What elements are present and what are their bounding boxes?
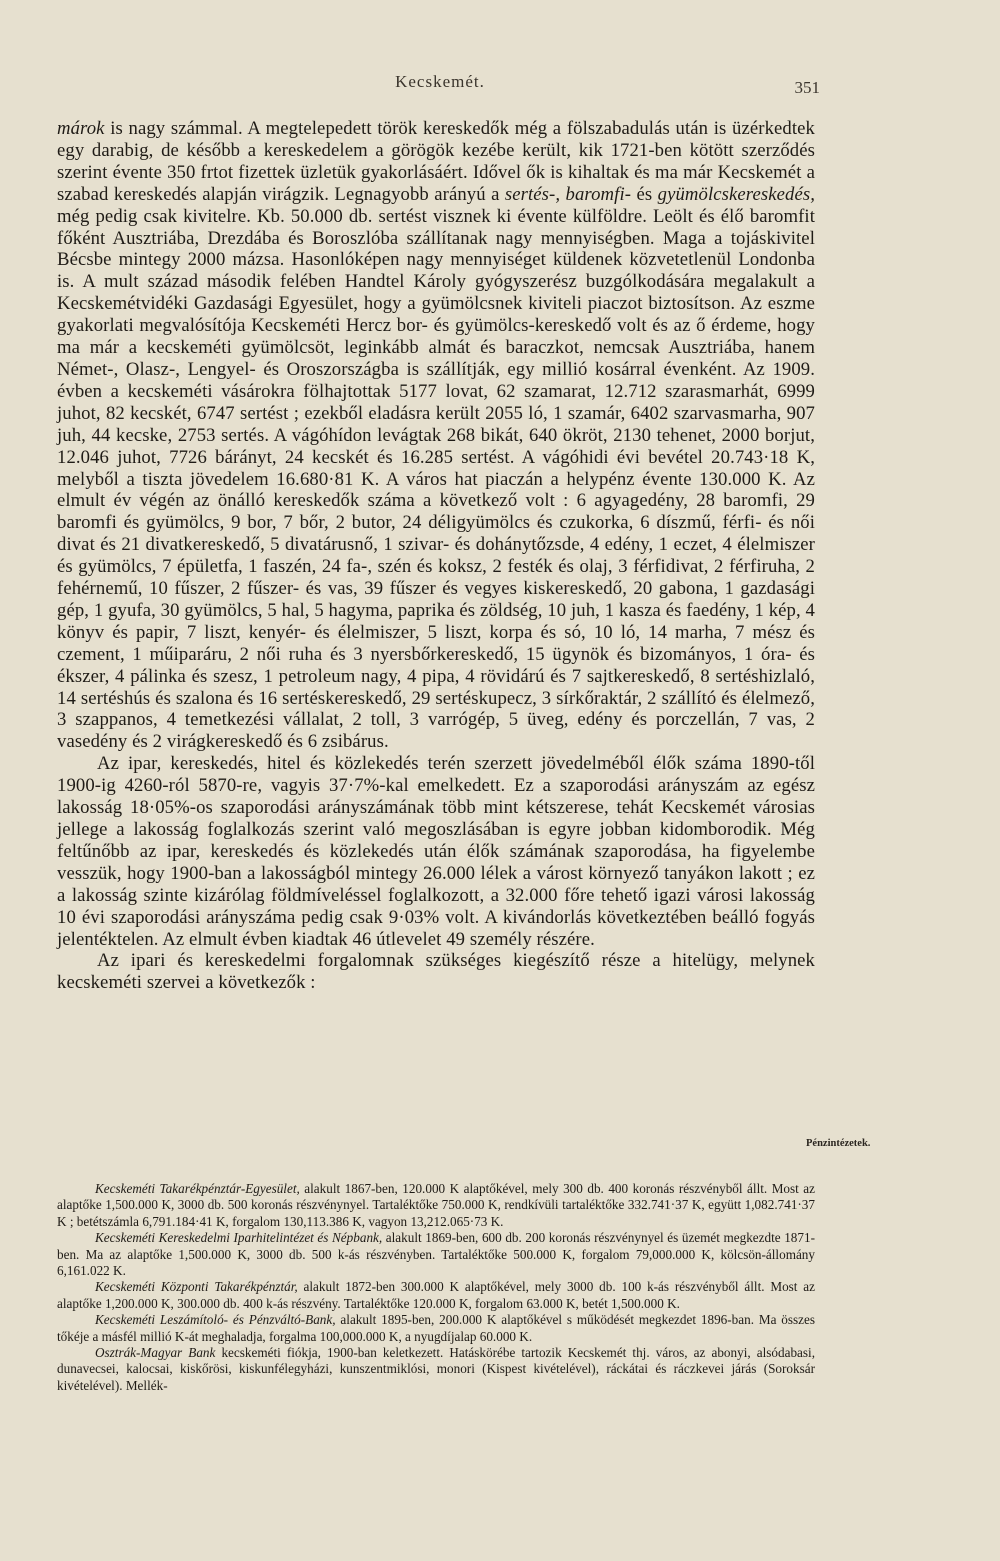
bank-entry-1: [57, 1181, 815, 1230]
bank-details: alakult 1872-ben 300.000 K alaptőkével, mely 3000 db. 100 k-ás részvényből állt. Most az alaptőke 1,200.000 K, 300.000 db. 400 k-ás részvény. Tartaléktőke 120.000 K, forgalom 63.000 K, betét 1,500.000 K.: [57, 1279, 816, 1311]
paragraph-3: Az ipari és kereskedelmi forgalomnak szükséges kiegészítő része a hitelügy, melynek kecskeméti szervei a következők :: [57, 950, 815, 994]
bank-entry-2: [57, 1230, 815, 1279]
bank-details: alakult 1869-ben, 600 db. 200 koronás részvénynyel és üzemét megkezdte 1871-ben. Ma az alaptőke 1,500.000 K, 3000 db. 500 k-ás részvényben. Tartaléktőke 500.000 K, forgalom 79,000.000 K, kölcsön-állomány 6,161.022 K.: [57, 1230, 815, 1279]
bank-name: Kecskeméti Kereskedelmi Iparhitelintézet és Népbank,: [95, 1230, 383, 1246]
running-title: Kecskemét.: [395, 72, 485, 91]
bank-list: [57, 1181, 815, 1394]
paragraph-1-italic-b: sertés-, baromfi-: [504, 183, 632, 205]
bank-name: Kecskeméti Takarékpénztár-Egyesület,: [95, 1181, 300, 1196]
bank-details: alakult 1867-ben, 120.000 K alaptőkével, mely 300 db. 400 koronás részvényből állt. Most az alaptőke 1,500.000 K, 3000 db. 500 koronás részvénynyel. Tartaléktőke 750.000 K, rendkívüli tartaléktőke 332.741·37 K, együtt 1,082.741·37 K ; betétszámla 6,791.184·41 K, forgalom 130,113.386 K, vagyon 13,212.065·73 K.: [57, 1181, 816, 1229]
paragraph-1-lead: márok: [57, 118, 105, 139]
bank-details: kecskeméti fiókja, 1900-ban keletkezett. Hatáskörébe tartozik Kecskemét thj. város, az abonyi, alsódabasi, dunavecsei, kalocsai, kiskőrösi, kiskunfélegyházi, kunszentmiklósi, monori (Kispest kivételével), ráckátai és ráczkevei járás (Soroksár kivételével). Mellék-: [57, 1345, 815, 1393]
paragraph-2: Az ipar, kereskedés, hitel és közlekedés terén szerzett jövedelméből élők száma 1890-től 1900-ig 4260-ról 5870-re, vagyis 37·7%-kal emelkedett. Ez a szaporodási arányszám az egész lakosság 18·05%-os szaporodási arányszámának több mint kétszerese, tehát Kecskemét városias jellege a lakosság foglalkozás szerint való megoszlásában is egyre jobban kidomborodik. Még feltűnőbb az ipar, kereskedés és közlekedés után élők számának szaporodása, ha figyelembe vesszük, hogy 1900-ban a lakosságból mintegy 26.000 lélek a várost környező tanyákon lakott ; ez a lakosság szinte kizárólag földmíveléssel foglalkozott, a 32.000 főre tehető igazi városi lakosság 10 évi szaporodási arányszáma pedig csak 9·03% volt. A kivándorlás következtében beálló fogyás jelentéktelen. Az elmult évben kiadtak 46 útlevelet 49 személy részére.: [57, 753, 815, 950]
main-text: [57, 118, 815, 994]
bank-entry-4: [57, 1312, 815, 1345]
bank-entry-5: [57, 1345, 815, 1394]
bank-name: Kecskeméti Leszámítoló- és Pénzváltó-Bank,: [95, 1312, 336, 1328]
paragraph-1-text-e: még pedig csak kivitelre. Kb. 50.000 db. sertést visznek ki évente külföldre. Leölt és élő baromfit főként Ausztriába, Drezdába és Boroszlóba szállítanak nagy mennyiségben. Maga a tojáskivitel Bécsbe mintegy 2000 mázsa. Hasonlóképen nagy mennyiséget küldenek közvetetlenül Londonba is. A mult század második felében Handtel Károly gyógyszerész buzgólkodására megalakult a Kecskemétvidéki Gazdasági Egyesület, hogy a gyümölcsnek kiviteli piaczot biztosítson. Az eszme gyakorlati megvalósítója Kecskeméti Hercz bor- és gyümölcs-kereskedő volt és az ő érdeme, hogy ma már a kecskeméti gyümölcsöt, leginkább almát és baraczkot, nemcsak Ausztriába, hanem Német-, Olasz-, Lengyel- és Oroszországba is szállítják, egy millió kosárral évenként. Az 1909. évben a kecskeméti vásárokra fölhajtottak 5177 lovat, 62 szamarat, 12.712 szarasmarhát, 6999 juhot, 82 kecskét, 6747 sertést ; ezekből eladásra került 2055 ló, 1 szamár, 6402 szarvasmarha, 907 juh, 44 kecske, 2753 sertés. A vágóhídon levágtak 268 bikát, 640 ökröt, 2130 tehenet, 2000 borjut, 12.046 juhot, 7726 bárányt, 24 kecskét és 16.285 sertést. A vágóhidi évi bevétel 20.743·18 K, melyből a tiszta jövedelem 16.680·81 K. A város hat piaczán a helypénz évente 130.000 K. Az elmult év végén az önálló kereskedők száma a következő volt : 6 agyagedény, 28 baromfi, 29 baromfi és gyümölcs, 9 bor, 7 bőr, 2 butor, 24 déligyümölcs és czukorka, 6 díszmű, férfi- és női divat és 21 divatkereskedő, 5 divatárusnő, 1 szivar- és dohánytőzsde, 4 edény, 1 eczet, 4 élelmiszer és gyümölcs, 7 épületfa, 1 faszén, 24 fa-, szén és koksz, 2 festék és olaj, 3 férfidivat, 2 férfiruha, 2 fehérnemű, 10 fűszer, 2 fűszer- és vas, 39 fűszer és vegyes kiskereskedő, 20 gabona, 1 gazdasági gép, 1 gyufa, 30 gyümölcs, 5 hal, 5 hagyma, paprika és zöldség, 10 juh, 1 kasza és faedény, 1 kép, 4 könyv és papir, 7 liszt, kenyér- és élelmiszer, 5 liszt, korpa és só, 10 ló, 14 marha, 7 mész és czement, 1 műiparáru, 2 női ruha és 3 nyersbőrkereskedő, 15 ügynök és bizományos, 1 óra- és ékszer, 4 pálinka és szesz, 1 petroleum nagy, 4 pipa, 4 rövidárú és 7 sajtkereskedő, 8 sertéshizlaló, 14 sertéshús és szalona és 16 sertéskereskedő, 29 sertéskupecz, 3 sírkőraktár, 2 szállító és élelmező, 3 szappanos, 4 temetkezési vállalat, 2 toll, 3 varrógép, 5 üveg, edény és porczellán, 7 vas, 2 vasedény és 2 virágkereskedő és 6 zsibárus.: [57, 205, 815, 753]
page-number: 351: [794, 78, 820, 97]
bank-details: alakult 1895-ben, 200.000 K alaptőkével s működését megkezdet 1896-ban. Ma összes tőkéje a másfél millió K-át meghaladja, forgalma 100,000.000 K, a nyugdíjalap 60.000 K.: [57, 1312, 815, 1344]
bank-name: Osztrák-Magyar Bank: [95, 1345, 216, 1361]
bank-name: Kecskeméti Központi Takarékpénztár,: [95, 1279, 298, 1295]
paragraph-1-text-a: is nagy számmal. A megtelepedett török kereskedők még a fölszabadulás után is üzérkedtek egy darabig, de később a kereskedelem a görögök kezébe került, kik 1721-ben kötött szerződés szerint évente 350 frtot fizettek üzletük gyakorlásáért. Idővel ők is kihaltak és ma már Kecskemét a szabad kereskedés alapján virágzik. Legnagyobb arányú a: [57, 118, 815, 205]
margin-note: Pénzintézetek.: [806, 1138, 871, 1149]
paragraph-1: [57, 118, 815, 753]
paragraph-1-italic-d: gyümölcskereskedés,: [657, 183, 816, 205]
bank-entry-3: [57, 1279, 815, 1312]
paragraph-1-text-c: és: [631, 183, 658, 205]
